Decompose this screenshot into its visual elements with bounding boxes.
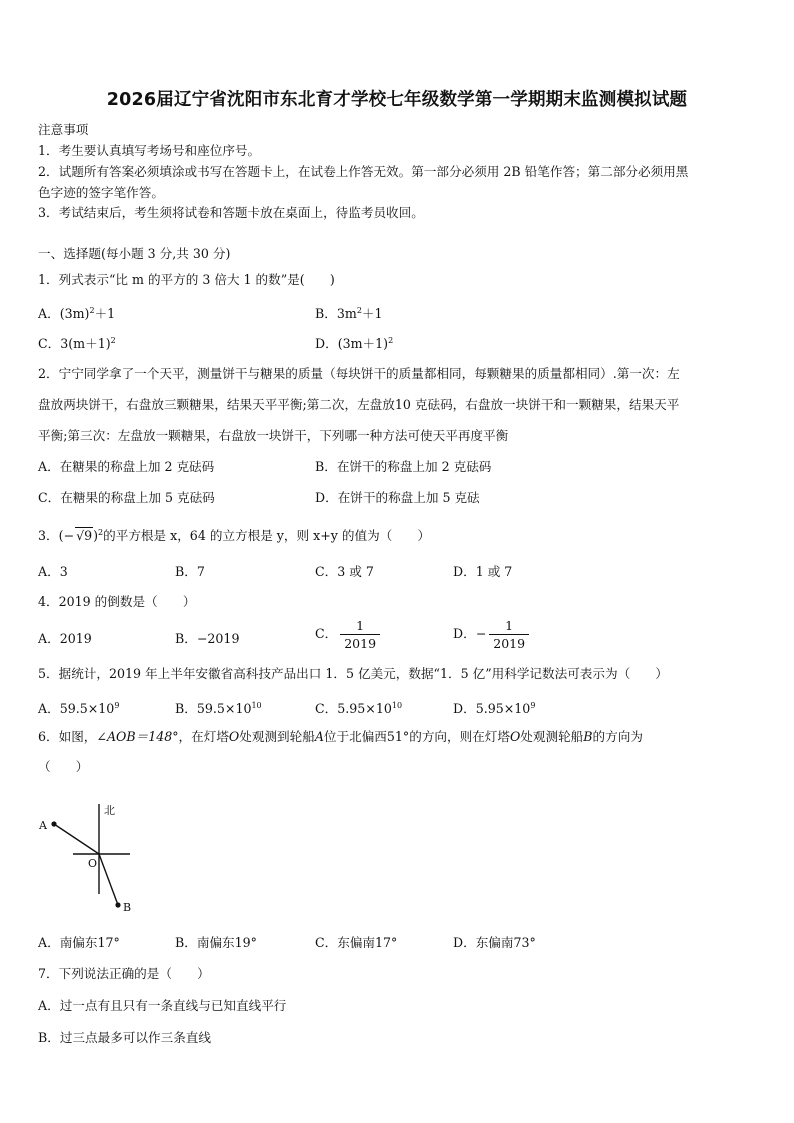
q2-stem-line-1: 2．宁宁同学拿了一个天平，测量饼干与糖果的质量（每块饼干的质量都相同，每颗糖果的质量都相同）.第一次：左 (38, 366, 680, 381)
fraction: $\frac{1}{2019}$ (340, 618, 380, 651)
label-o: O (88, 857, 98, 870)
q6-option-c: C．东偏南17° (315, 935, 398, 950)
fraction: $\frac{1}{2019}$ (489, 618, 529, 651)
q2-stem-line-2: 盘放两块饼干，右盘放三颗糖果，结果天平平衡;第二次，左盘放10 克砝码，右盘放一块饼干和一颗糖果，结果天平 (38, 397, 680, 412)
q6-stem-line-2: （ ） (38, 759, 89, 774)
q3-option-c: C．3 或 7 (315, 564, 374, 579)
q4-option-a: A．2019 (38, 631, 92, 646)
label-a: A (39, 819, 47, 832)
ray-ob (99, 854, 118, 905)
q7-option-b: B．过三点最多可以作三条直线 (38, 1030, 211, 1045)
notice-item-1: 1．考生要认真填写考场号和座位序号。 (38, 143, 261, 158)
q4-option-c: C． $\frac{1}{2019}$ (315, 618, 380, 651)
notice-item-2: 2．试题所有答案必须填涂或书写在答题卡上，在试卷上作答无效。第一部分必须用 2B 铅笔作答；第二部分必须用黑 (38, 164, 689, 179)
q3-option-d: D．1 或 7 (453, 564, 513, 579)
q3-option-a: A．3 (38, 564, 68, 579)
q1-option-a: A．$(3m)^2+1$ (38, 306, 116, 322)
q7-option-a: A．过一点有且只有一条直线与已知直线平行 (38, 998, 287, 1013)
q2-stem-line-3: 平衡;第三次：左盘放一颗糖果，右盘放一块饼干，下列哪一种方法可使天平再度平衡 (38, 428, 509, 443)
q5-stem: 5．据统计，2019 年上半年安徽省高科技产品出口 1．5 亿美元，数据“1．5 亿”用科学记数法可表示为（ ） (38, 666, 668, 681)
notice-heading: 注意事项 (38, 122, 89, 137)
section-heading: 一、选择题(每小题 3 分,共 30 分) (38, 246, 231, 261)
q6-option-a: A．南偏东17° (38, 935, 120, 950)
north-label: 北 (104, 804, 115, 817)
q1-option-b: B．$3m^2+1$ (315, 306, 383, 322)
q3-option-b: B．7 (175, 564, 205, 579)
point-b (115, 902, 120, 907)
q4-option-b: B．−2019 (175, 631, 240, 646)
q2-option-b: B．在饼干的称盘上加 2 克砝码 (315, 459, 492, 474)
notice-item-2-cont: 色字迹的签字笔作答。 (38, 185, 164, 200)
q3-stem: 3．(− √9)$^2$的平方根是 x，64 的立方根是 y，则 x+y 的值为（ ） (38, 528, 431, 544)
q2-option-d: D．在饼干的称盘上加 5 克砝 (315, 490, 480, 505)
q6-figure (30, 798, 150, 920)
q5-option-c: C．$5.95\times 10^{10}$ (315, 701, 403, 717)
q7-stem: 7．下列说法正确的是（ ） (38, 966, 210, 981)
q1-stem: 1．列式表示“比 m 的平方的 3 倍大 1 的数”是( ) (38, 272, 335, 287)
sqrt-symbol: √9 (76, 528, 93, 544)
point-a (51, 821, 56, 826)
q5-option-b: B．$59.5\times 10^{10}$ (175, 701, 262, 717)
q6-stem-line-1: 6．如图，∠AOB＝148°，在灯塔O处观测到轮船A位于北偏西51°的方向，则在灯塔O处观测轮船B的方向为 (38, 729, 643, 744)
q4-option-d: D．− $\frac{1}{2019}$ (453, 618, 529, 651)
q5-option-d: D．$5.95\times 10^9$ (453, 701, 536, 717)
ray-oa (54, 824, 99, 854)
q6-option-b: B．南偏东19° (175, 935, 257, 950)
page-title: 2026届辽宁省沈阳市东北育才学校七年级数学第一学期期末监测模拟试题 (106, 90, 688, 110)
q5-option-a: A．$59.5\times 10^9$ (38, 701, 120, 717)
q6-option-d: D．东偏南73° (453, 935, 536, 950)
q2-option-a: A．在糖果的称盘上加 2 克砝码 (38, 459, 215, 474)
q1-option-d: D．$(3m+1)^2$ (315, 336, 394, 352)
q4-stem: 4．2019 的倒数是（ ） (38, 594, 196, 609)
q2-option-c: C．在糖果的称盘上加 5 克砝码 (38, 490, 215, 505)
q1-option-c: C．$3(m+1)^2$ (38, 336, 116, 352)
notice-item-3: 3．考试结束后，考生须将试卷和答题卡放在桌面上，待监考员收回。 (38, 205, 424, 220)
label-b: B (123, 901, 132, 914)
